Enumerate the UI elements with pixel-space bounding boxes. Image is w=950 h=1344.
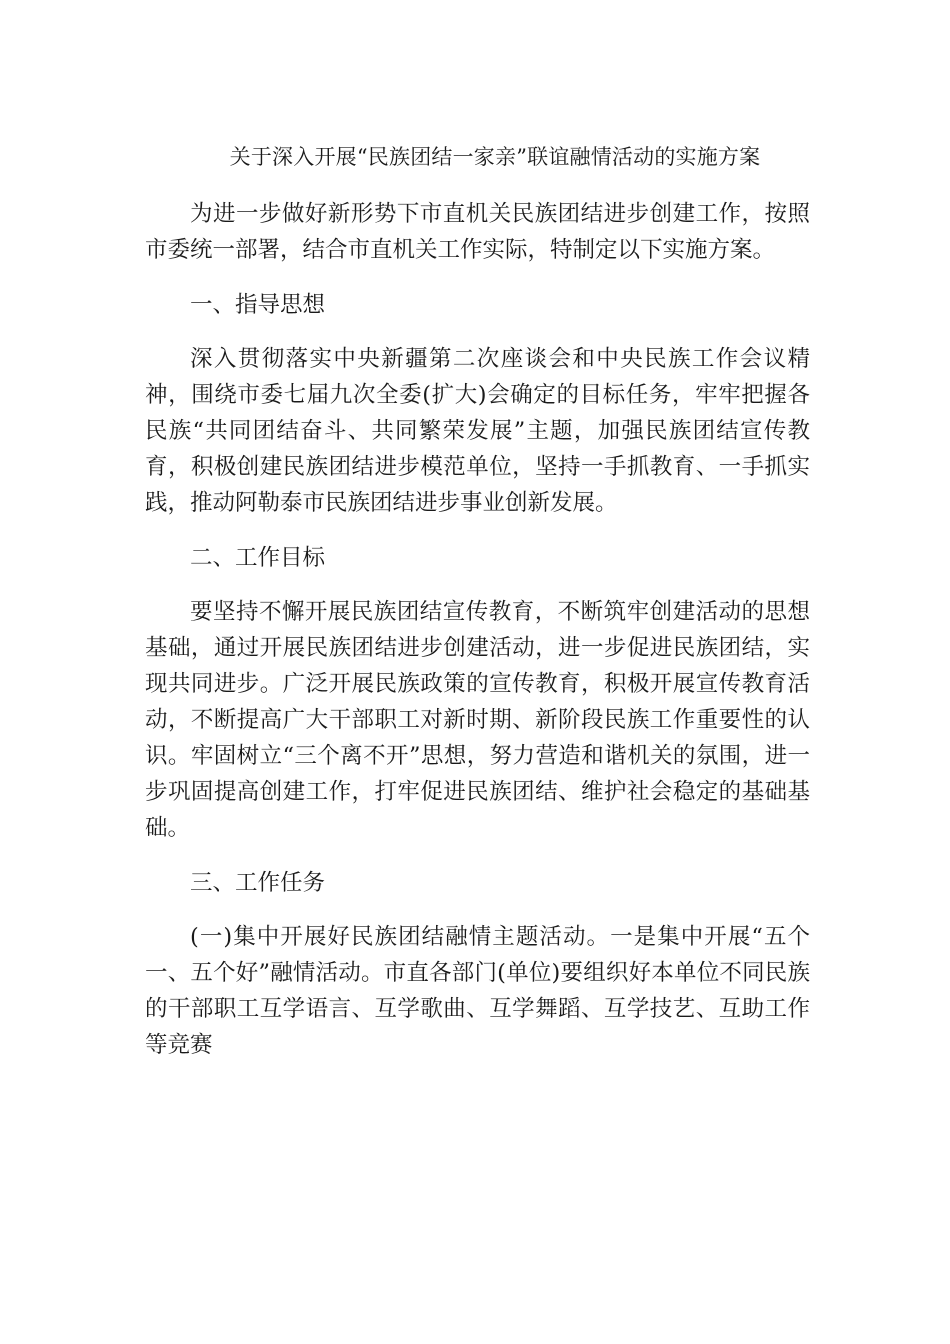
section-heading-guiding-ideology: 一、指导思想 [190,291,326,318]
document-body [145,196,810,1082]
section-heading-work-tasks: 三、工作任务 [190,869,326,896]
guiding-ideology-paragraph: 深入贯彻落实中央新疆第二次座谈会和中央民族工作会议精神，围绕市委七届九次全委(扩大)会确定的目标任务，牢牢把握各民族“共同团结奋斗、共同繁荣发展”主题，加强民族团结宣传教育，积极创建民族团结进步模范单位，坚持一手抓教育、一手抓实践，推动阿勒泰市民族团结进步事业创新发展。 [145,346,810,516]
intro-paragraph: 为进一步做好新形势下市直机关民族团结进步创建工作，按照市委统一部署，结合市直机关工作实际，特制定以下实施方案。 [145,201,810,263]
document-title: 关于深入开展“民族团结一家亲”联谊融情活动的实施方案 [229,145,761,169]
section-heading-work-goals: 二、工作目标 [190,544,326,571]
work-goals-paragraph: 要坚持不懈开展民族团结宣传教育，不断筑牢创建活动的思想基础，通过开展民族团结进步创建活动，进一步促进民族团结，实现共同进步。广泛开展民族政策的宣传教育，积极开展宣传教育活动，不断提高广大干部职工对新时期、新阶段民族工作重要性的认识。牢固树立“三个离不开”思想，努力营造和谐机关的氛围，进一步巩固提高创建工作，打牢促进民族团结、维护社会稳定的基础基础。 [145,599,810,841]
work-tasks-paragraph: (一)集中开展好民族团结融情主题活动。一是集中开展“五个一、五个好”融情活动。市直各部门(单位)要组织好本单位不同民族的干部职工互学语言、互学歌曲、互学舞蹈、互学技艺、互助工作等竞赛 [145,924,810,1058]
